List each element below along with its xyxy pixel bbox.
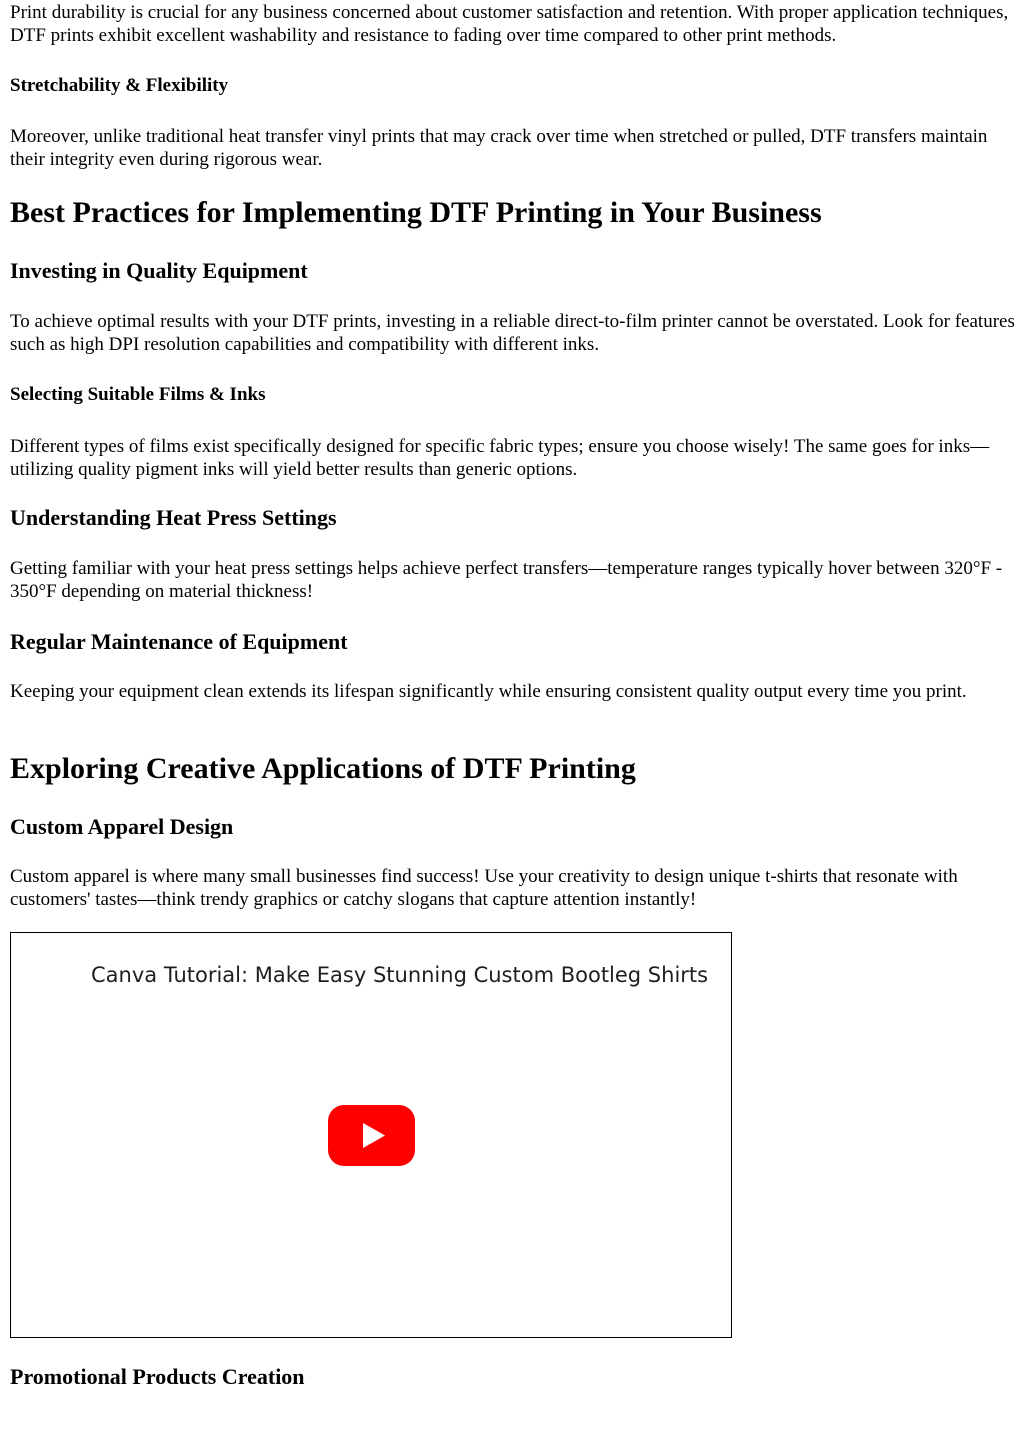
equipment-heading: Investing in Quality Equipment [10, 258, 308, 283]
equipment-paragraph: To achieve optimal results with your DTF prints, investing in a reliable direct-to-film printer cannot be overstated. Look for features such as high DPI resolution capabilities and compatibility with different inks. [10, 311, 1015, 355]
films-heading: Selecting Suitable Films & Inks [10, 384, 266, 405]
youtube-play-icon[interactable] [328, 1105, 415, 1166]
heat-press-paragraph: Getting familiar with your heat press settings helps achieve perfect transfers—temperature ranges typically hover between 320°F - 350°F depending on material thickness! [10, 558, 1003, 602]
maintenance-heading: Regular Maintenance of Equipment [10, 629, 348, 654]
promotional-heading: Promotional Products Creation [10, 1364, 305, 1389]
best-practices-heading: Best Practices for Implementing DTF Printing in Your Business [10, 196, 822, 229]
embedded-video-player[interactable] [10, 932, 732, 1338]
video-title[interactable]: Canva Tutorial: Make Easy Stunning Custom Bootleg Shirts [91, 963, 709, 987]
stretchability-heading: Stretchability & Flexibility [10, 75, 229, 96]
stretchability-paragraph: Moreover, unlike traditional heat transfer vinyl prints that may crack over time when stretched or pulled, DTF transfers maintain their integrity even during rigorous wear. [10, 126, 988, 170]
creative-applications-heading: Exploring Creative Applications of DTF Printing [10, 752, 636, 785]
heat-press-heading: Understanding Heat Press Settings [10, 505, 337, 530]
intro-paragraph: Print durability is crucial for any business concerned about customer satisfaction and retention. With proper application techniques, DTF prints exhibit excellent washability and resistance to fading over time compared to other print methods. [10, 2, 1009, 46]
films-paragraph: Different types of films exist specifically designed for specific fabric types; ensure you choose wisely! The same goes for inks—utilizing quality pigment inks will yield better results than generic options. [10, 436, 990, 480]
apparel-heading: Custom Apparel Design [10, 814, 234, 839]
maintenance-paragraph: Keeping your equipment clean extends its lifespan significantly while ensuring consistent quality output every time you print. [10, 681, 967, 702]
apparel-paragraph: Custom apparel is where many small businesses find success! Use your creativity to design unique t-shirts that resonate with customers' tastes—think trendy graphics or catchy slogans that capture attention instantly! [10, 866, 958, 910]
